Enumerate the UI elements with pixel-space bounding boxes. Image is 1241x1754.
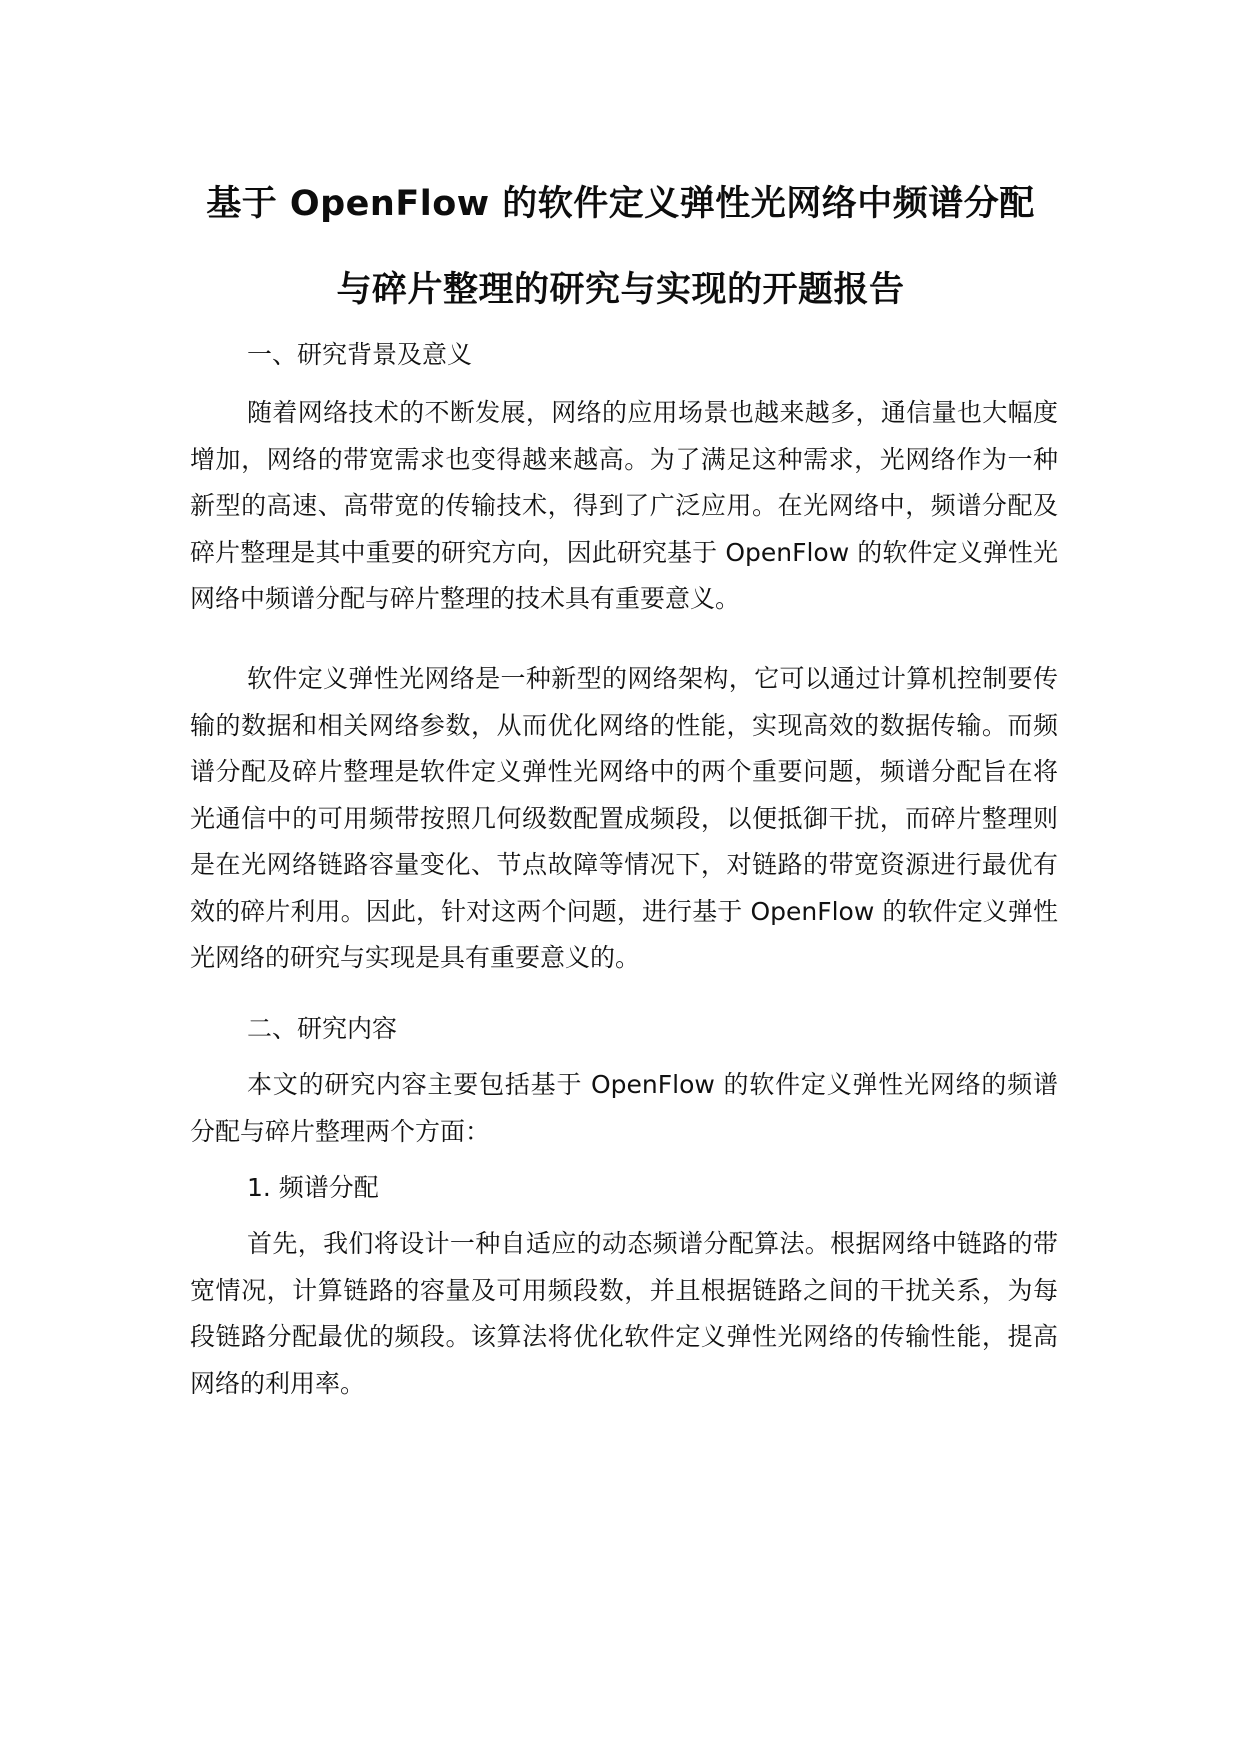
paragraph-background-1: 随着网络技术的不断发展，网络的应用场景也越来越多，通信量也大幅度增加，网络的带宽需求也变得越来越高。为了满足这种需求，光网络作为一种新型的高速、高带宽的传输技术，得到了广泛应用。在光网络中，频谱分配及碎片整理是其中重要的研究方向，因此研究基于 OpenFlow 的软件定义弹性光网络中频谱分配与碎片整理的技术具有重要意义。 — [190, 398, 1058, 613]
paragraph-background-2: 软件定义弹性光网络是一种新型的网络架构，它可以通过计算机控制要传输的数据和相关网络参数，从而优化网络的性能，实现高效的数据传输。而频谱分配及碎片整理是软件定义弹性光网络中的两个重要问题，频谱分配旨在将光通信中的可用频带按照几何级数配置成频段，以便抵御干扰，而碎片整理则是在光网络链路容量变化、节点故障等情况下，对链路的带宽资源进行最优有效的碎片利用。因此，针对这两个问题，进行基于 OpenFlow 的软件定义弹性光网络的研究与实现是具有重要意义的。 — [190, 664, 1058, 972]
section-heading-content: 二、研究内容 — [247, 1014, 398, 1043]
subsection-heading-spectrum: 1. 频谱分配 — [247, 1173, 379, 1202]
section-heading-background: 一、研究背景及意义 — [247, 340, 473, 369]
paragraph-spectrum-allocation: 首先，我们将设计一种自适应的动态频谱分配算法。根据网络中链路的带宽情况，计算链路的容量及可用频段数，并且根据链路之间的干扰关系，为每段链路分配最优的频段。该算法将优化软件定义弹性光网络的传输性能，提高网络的利用率。 — [190, 1229, 1058, 1398]
document-title-line-1: 基于 OpenFlow 的软件定义弹性光网络中频谱分配 — [206, 184, 1035, 224]
paragraph-content-intro: 本文的研究内容主要包括基于 OpenFlow 的软件定义弹性光网络的频谱分配与碎片整理两个方面： — [190, 1070, 1058, 1146]
document-title-line-2: 与碎片整理的研究与实现的开题报告 — [336, 270, 905, 310]
